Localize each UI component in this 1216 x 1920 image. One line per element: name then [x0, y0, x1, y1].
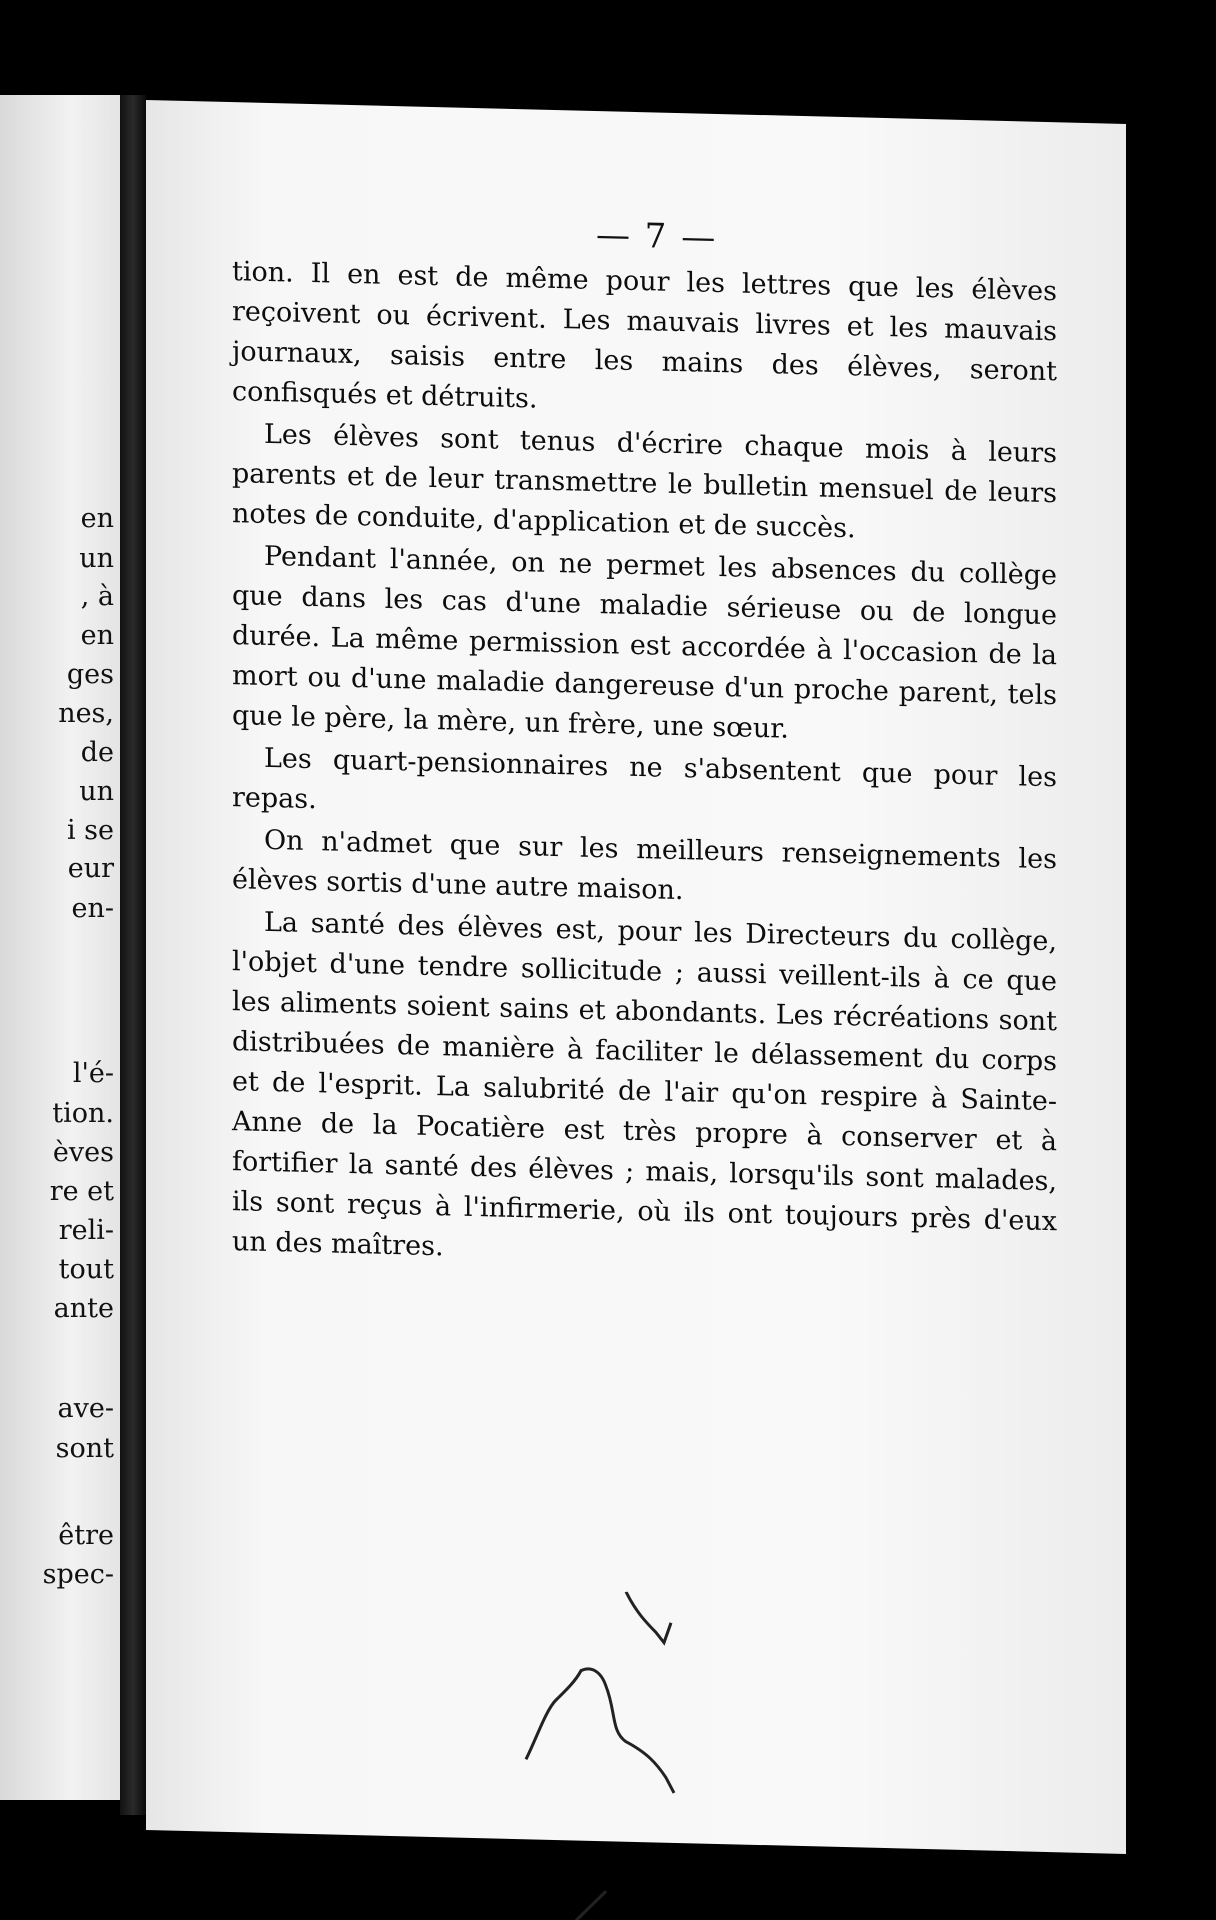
- left-page-fragment: un: [79, 543, 114, 574]
- left-page-fragment: de: [80, 737, 114, 768]
- left-page-fragment: en: [80, 620, 114, 651]
- paragraph-6: La santé des élèves est, pour les Directeurs du collège, l'objet d'une tendre sollicitude ; aussi veillent-ils à ce que les aliments soient sains et abondants. Les récréations sont distribuées de manière à faciliter le délassement du corps et de l'esprit. La salubrité de l'air qu'on respire à Sainte-Anne de la Pocatière est très propre à conserver et à fortifier la santé des élèves ; mais, lorsqu'ils sont malades, ils sont reçus à l'infirmerie, où ils ont toujours près d'eux un des maîtres.: [232, 906, 1057, 1263]
- paragraph-5: On n'admet que sur les meilleurs renseignements les élèves sortis d'une autre maison.: [232, 824, 1057, 907]
- left-page-fragment: i se: [66, 815, 114, 846]
- book-gutter: [120, 95, 146, 1815]
- pencil-scribble-mark: [506, 1589, 866, 1920]
- paragraph-1: tion. Il en est de même pour les lettres que les élèves reçoivent ou écrivent. Les mauvais livres et les mauvais journaux, saisis entre les mains des élèves, seront confisqués et détruits.: [232, 256, 1057, 415]
- body-text: [232, 252, 1057, 1284]
- left-page-fragment: ave-: [57, 1393, 114, 1424]
- paragraph-4: Les quart-pensionnaires ne s'absentent que pour les repas.: [232, 742, 1057, 816]
- main-page: [146, 100, 1126, 1854]
- left-page-fragment: l'é-: [72, 1058, 114, 1089]
- paragraph-3: Pendant l'année, on ne permet les absences du collège que dans les cas d'une maladie sérieuse ou de longue durée. La même permission est accordée à l'occasion de la mort ou d'une maladie dangereuse d'un proche parent, tels que le père, la mère, un frère, une sœur.: [232, 540, 1057, 745]
- left-page-fragment: nes,: [58, 698, 114, 729]
- left-facing-page: [0, 95, 120, 1800]
- page-number: — 7 —: [596, 214, 718, 258]
- left-page-fragment: un: [79, 776, 114, 807]
- left-page-fragment: en: [80, 503, 114, 534]
- left-page-fragment: èves: [52, 1137, 114, 1168]
- left-page-fragment: tion.: [52, 1098, 114, 1129]
- left-page-fragment: reli-: [58, 1215, 114, 1246]
- left-page-fragment: sont: [55, 1433, 114, 1464]
- left-page-fragment: spec-: [42, 1559, 114, 1590]
- left-page-fragment: être: [58, 1520, 114, 1551]
- left-page-fragment: re et: [49, 1176, 114, 1207]
- left-page-fragment: tout: [58, 1254, 114, 1285]
- left-page-fragment: eur: [67, 853, 114, 884]
- left-page-fragment: , à: [80, 581, 114, 612]
- left-page-fragment: ante: [53, 1293, 114, 1324]
- paragraph-2: Les élèves sont tenus d'écrire chaque mois à leurs parents et de leur transmettre le bulletin mensuel de leurs notes de conduite, d'application et de succès.: [232, 418, 1057, 545]
- left-page-fragment: ges: [66, 659, 114, 690]
- left-page-fragment: en-: [71, 893, 114, 924]
